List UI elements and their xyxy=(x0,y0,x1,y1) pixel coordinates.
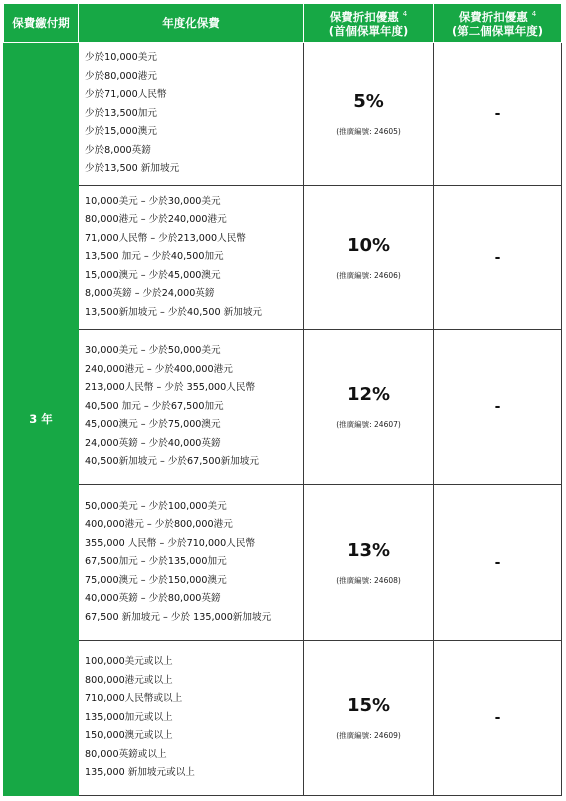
premium-range-line: 少於15,000澳元 xyxy=(85,126,157,138)
header-discount-first-year: 保費折扣優惠 $^4$ (首個保單年度) xyxy=(304,4,434,43)
premium-range-line: 24,000英鎊 – 少於40,000英鎊 xyxy=(85,437,221,449)
premium-range-line: 少於13,500加元 xyxy=(85,107,157,119)
premium-range-line: 40,500 加元 – 少於67,500加元 xyxy=(85,400,224,412)
header-discount-second-year: 保費折扣優惠 $^4$ (第二個保單年度) xyxy=(434,4,562,43)
premium-discount-table xyxy=(3,3,562,796)
discount-percent: 10% xyxy=(346,234,391,256)
premium-range-line: 67,500 新加坡元 – 少於 135,000新加坡元 xyxy=(85,611,272,623)
header-annual-premium: 年度化保費 xyxy=(79,4,304,43)
premium-range-line: 135,000 新加坡元或以上 xyxy=(85,767,195,779)
premium-range-line: 30,000美元 – 少於50,000美元 xyxy=(85,345,221,357)
premium-range-line: 50,000美元 – 少於100,000美元 xyxy=(85,500,227,512)
premium-range-cell xyxy=(79,485,304,641)
second-year-discount-cell: - xyxy=(434,43,562,186)
premium-range-line: 710,000人民幣或以上 xyxy=(85,693,183,705)
first-year-discount-cell xyxy=(304,186,434,330)
second-year-discount-cell: - xyxy=(434,330,562,485)
premium-range-line: 10,000美元 – 少於30,000美元 xyxy=(85,195,221,207)
premium-range-line: 少於80,000港元 xyxy=(85,70,157,82)
footnote-mark: 4 xyxy=(531,9,537,18)
discount-percent: 12% xyxy=(346,384,391,405)
premium-range-line: 800,000港元或以上 xyxy=(85,674,173,686)
promo-code: (推廣編號: 24608) xyxy=(336,575,401,585)
premium-range-line: 400,000港元 – 少於800,000港元 xyxy=(85,519,233,531)
premium-range-line: 13,500新加坡元 – 少於40,500 新加坡元 xyxy=(85,306,263,318)
premium-range-cell xyxy=(79,186,304,330)
premium-range-line: 71,000人民幣 – 少於213,000人民幣 xyxy=(85,232,246,244)
table-row xyxy=(4,641,562,796)
premium-range-line: 355,000 人民幣 – 少於710,000人民幣 xyxy=(85,537,256,549)
premium-range-line: 75,000澳元 – 少於150,000澳元 xyxy=(85,574,227,586)
premium-range-line: 40,000英鎊 – 少於80,000英鎊 xyxy=(85,593,221,605)
first-year-discount-cell xyxy=(304,43,434,186)
second-year-discount-cell: - xyxy=(434,186,562,330)
premium-range-line: 150,000澳元或以上 xyxy=(85,730,173,742)
premium-range-cell xyxy=(79,330,304,485)
premium-range-line: 240,000港元 – 少於400,000港元 xyxy=(85,363,233,375)
premium-range-line: 67,500加元 – 少於135,000加元 xyxy=(85,556,227,568)
premium-range-line: 少於71,000人民幣 xyxy=(85,89,167,101)
table-row xyxy=(4,485,562,641)
header-term: 保費繳付期 xyxy=(4,4,79,43)
promo-code: (推廣編號: 24609) xyxy=(336,731,401,740)
premium-range-line: 213,000人民幣 – 少於 355,000人民幣 xyxy=(85,382,256,394)
premium-range-line: 80,000英鎊或以上 xyxy=(85,748,167,760)
second-year-discount-cell: - xyxy=(434,641,562,796)
table-row xyxy=(4,186,562,330)
premium-range-line: 135,000加元或以上 xyxy=(85,711,173,723)
first-year-discount-cell xyxy=(304,485,434,641)
premium-range-line: 少於13,500 新加坡元 xyxy=(85,163,180,175)
table-row xyxy=(4,43,562,186)
premium-range-line: 45,000澳元 – 少於75,000澳元 xyxy=(85,419,221,431)
footnote-mark: 4 xyxy=(402,9,408,18)
discount-percent: 5% xyxy=(353,91,384,112)
premium-range-line: 100,000美元或以上 xyxy=(85,656,173,668)
promo-code: (推廣編號: 24606) xyxy=(336,270,401,280)
premium-range-line: 少於8,000英鎊 xyxy=(85,144,151,156)
table-row xyxy=(4,330,562,485)
premium-range-line: 少於10,000美元 xyxy=(85,52,157,64)
discount-percent: 13% xyxy=(346,539,391,561)
second-year-discount-cell: - xyxy=(434,485,562,641)
premium-range-line: 40,500新加坡元 – 少於67,500新加坡元 xyxy=(85,456,259,468)
promo-code: (推廣編號: 24605) xyxy=(336,127,401,136)
premium-range-cell xyxy=(79,641,304,796)
premium-range-line: 15,000澳元 – 少於45,000澳元 xyxy=(85,269,221,281)
promo-code: (推廣編號: 24607) xyxy=(336,420,401,429)
premium-range-cell xyxy=(79,43,304,186)
first-year-discount-cell xyxy=(304,330,434,485)
premium-range-line: 8,000英鎊 – 少於24,000英鎊 xyxy=(85,288,215,300)
premium-range-line: 80,000港元 – 少於240,000港元 xyxy=(85,214,227,226)
premium-range-line: 13,500 加元 – 少於40,500加元 xyxy=(85,251,224,263)
term-cell: 3 年 xyxy=(4,43,79,796)
discount-percent: 15% xyxy=(346,695,391,716)
table-header-row xyxy=(4,4,562,43)
first-year-discount-cell xyxy=(304,641,434,796)
discount-table-container xyxy=(3,3,561,798)
